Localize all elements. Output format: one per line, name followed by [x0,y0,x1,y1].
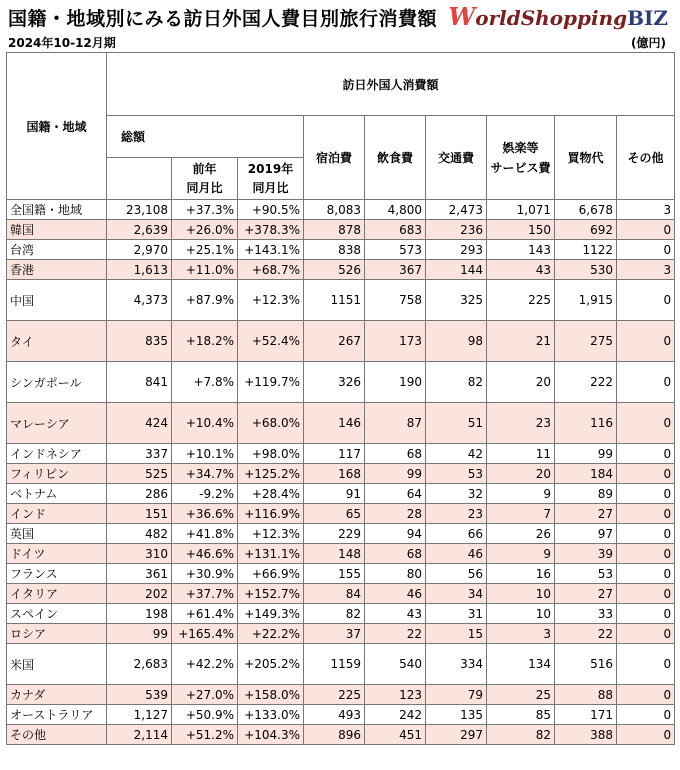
header-country: 国籍・地域 [7,53,107,200]
cell-lodging: 82 [304,604,365,624]
cell-food: 683 [365,220,426,240]
header-entertainment: 娯楽等 サービス費 [487,116,555,200]
cell-entertainment: 23 [487,403,555,444]
cell-entertainment: 10 [487,584,555,604]
header-total-spacer [107,158,172,200]
cell-food: 173 [365,321,426,362]
cell-food: 28 [365,504,426,524]
cell-entertainment: 21 [487,321,555,362]
table-row [7,624,675,644]
header-group: 訪日外国人消費額 [107,53,675,116]
table-row [7,504,675,524]
cell-entertainment: 20 [487,464,555,484]
cell-vs2019: +12.3% [238,280,304,321]
cell-vs2019: +133.0% [238,705,304,725]
table-row [7,464,675,484]
cell-food: 99 [365,464,426,484]
cell-total: 2,114 [107,725,172,745]
cell-total: 835 [107,321,172,362]
cell-other: 0 [617,240,675,260]
cell-other: 0 [617,584,675,604]
cell-country: ベトナム [7,484,107,504]
cell-yoy: +51.2% [172,725,238,745]
cell-shopping: 692 [555,220,617,240]
cell-yoy: +34.7% [172,464,238,484]
cell-shopping: 1122 [555,240,617,260]
cell-yoy: +41.8% [172,524,238,544]
cell-country: イタリア [7,584,107,604]
table-row [7,403,675,444]
cell-entertainment: 25 [487,685,555,705]
cell-yoy: +87.9% [172,280,238,321]
cell-country: 中国 [7,280,107,321]
cell-shopping: 39 [555,544,617,564]
cell-food: 22 [365,624,426,644]
cell-country: 全国籍・地域 [7,200,107,220]
cell-other: 0 [617,280,675,321]
table-row [7,240,675,260]
cell-country: ドイツ [7,544,107,564]
cell-country: 韓国 [7,220,107,240]
cell-shopping: 27 [555,504,617,524]
cell-food: 68 [365,544,426,564]
cell-total: 337 [107,444,172,464]
cell-shopping: 6,678 [555,200,617,220]
cell-shopping: 116 [555,403,617,444]
header-vs2019: 2019年 同月比 [238,158,304,200]
table-row [7,705,675,725]
cell-lodging: 8,083 [304,200,365,220]
cell-yoy: -9.2% [172,484,238,504]
cell-vs2019: +12.3% [238,524,304,544]
cell-transport: 334 [426,644,487,685]
cell-total: 310 [107,544,172,564]
cell-country: シンガポール [7,362,107,403]
cell-shopping: 27 [555,584,617,604]
table-row [7,260,675,280]
cell-shopping: 88 [555,685,617,705]
table-row [7,604,675,624]
cell-shopping: 22 [555,624,617,644]
cell-other: 0 [617,321,675,362]
cell-lodging: 84 [304,584,365,604]
cell-shopping: 184 [555,464,617,484]
cell-transport: 98 [426,321,487,362]
cell-yoy: +11.0% [172,260,238,280]
period-label: 2024年10-12月期 [8,36,116,50]
table-row [7,321,675,362]
header-lodging: 宿泊費 [304,116,365,200]
header-food: 飲食費 [365,116,426,200]
cell-vs2019: +119.7% [238,362,304,403]
cell-transport: 144 [426,260,487,280]
header-total: 総額 [107,116,304,158]
cell-entertainment: 7 [487,504,555,524]
cell-shopping: 33 [555,604,617,624]
cell-yoy: +10.1% [172,444,238,464]
cell-transport: 23 [426,504,487,524]
cell-food: 540 [365,644,426,685]
cell-lodging: 326 [304,362,365,403]
cell-vs2019: +68.7% [238,260,304,280]
cell-transport: 293 [426,240,487,260]
cell-other: 0 [617,624,675,644]
cell-country: 英国 [7,524,107,544]
cell-food: 758 [365,280,426,321]
table-row [7,584,675,604]
cell-entertainment: 10 [487,604,555,624]
cell-total: 482 [107,524,172,544]
cell-vs2019: +158.0% [238,685,304,705]
cell-shopping: 97 [555,524,617,544]
cell-total: 151 [107,504,172,524]
cell-lodging: 117 [304,444,365,464]
cell-lodging: 526 [304,260,365,280]
cell-transport: 82 [426,362,487,403]
cell-vs2019: +52.4% [238,321,304,362]
cell-entertainment: 20 [487,362,555,403]
cell-transport: 42 [426,444,487,464]
cell-transport: 135 [426,705,487,725]
cell-transport: 51 [426,403,487,444]
cell-shopping: 222 [555,362,617,403]
cell-transport: 46 [426,544,487,564]
cell-transport: 236 [426,220,487,240]
cell-transport: 297 [426,725,487,745]
cell-transport: 53 [426,464,487,484]
cell-country: マレーシア [7,403,107,444]
cell-total: 539 [107,685,172,705]
cell-lodging: 155 [304,564,365,584]
cell-transport: 31 [426,604,487,624]
cell-food: 367 [365,260,426,280]
cell-lodging: 37 [304,624,365,644]
cell-vs2019: +149.3% [238,604,304,624]
spending-table [6,52,675,745]
cell-yoy: +42.2% [172,644,238,685]
cell-vs2019: +205.2% [238,644,304,685]
cell-yoy: +26.0% [172,220,238,240]
cell-food: 68 [365,444,426,464]
cell-lodging: 493 [304,705,365,725]
cell-total: 202 [107,584,172,604]
cell-lodging: 267 [304,321,365,362]
cell-total: 424 [107,403,172,444]
cell-other: 0 [617,220,675,240]
cell-transport: 66 [426,524,487,544]
cell-yoy: +7.8% [172,362,238,403]
cell-lodging: 168 [304,464,365,484]
cell-vs2019: +116.9% [238,504,304,524]
cell-food: 190 [365,362,426,403]
cell-other: 0 [617,705,675,725]
cell-other: 3 [617,200,675,220]
cell-shopping: 275 [555,321,617,362]
page-title: 国籍・地域別にみる訪日外国人費目別旅行消費額 [8,8,438,30]
brand-logo: WorldShoppingBIZ [448,2,668,31]
cell-transport: 56 [426,564,487,584]
cell-vs2019: +98.0% [238,444,304,464]
cell-other: 0 [617,725,675,745]
cell-food: 4,800 [365,200,426,220]
cell-entertainment: 85 [487,705,555,725]
cell-total: 1,613 [107,260,172,280]
cell-vs2019: +66.9% [238,564,304,584]
cell-yoy: +37.7% [172,584,238,604]
cell-total: 286 [107,484,172,504]
cell-vs2019: +68.0% [238,403,304,444]
cell-yoy: +25.1% [172,240,238,260]
cell-lodging: 146 [304,403,365,444]
cell-other: 0 [617,564,675,584]
table-row [7,220,675,240]
cell-shopping: 99 [555,444,617,464]
cell-shopping: 171 [555,705,617,725]
cell-vs2019: +125.2% [238,464,304,484]
cell-entertainment: 3 [487,624,555,644]
cell-total: 2,639 [107,220,172,240]
cell-country: フィリピン [7,464,107,484]
cell-total: 2,683 [107,644,172,685]
cell-lodging: 91 [304,484,365,504]
cell-other: 0 [617,362,675,403]
cell-country: タイ [7,321,107,362]
cell-transport: 34 [426,584,487,604]
cell-entertainment: 134 [487,644,555,685]
cell-lodging: 878 [304,220,365,240]
cell-vs2019: +104.3% [238,725,304,745]
cell-yoy: +165.4% [172,624,238,644]
cell-vs2019: +28.4% [238,484,304,504]
cell-food: 451 [365,725,426,745]
cell-lodging: 838 [304,240,365,260]
cell-yoy: +37.3% [172,200,238,220]
cell-entertainment: 225 [487,280,555,321]
cell-food: 64 [365,484,426,504]
cell-country: カナダ [7,685,107,705]
cell-yoy: +30.9% [172,564,238,584]
table-row [7,444,675,464]
cell-country: 台湾 [7,240,107,260]
cell-country: インド [7,504,107,524]
cell-vs2019: +22.2% [238,624,304,644]
table-row [7,685,675,705]
cell-food: 87 [365,403,426,444]
cell-other: 0 [617,524,675,544]
cell-lodging: 1151 [304,280,365,321]
cell-vs2019: +378.3% [238,220,304,240]
cell-yoy: +10.4% [172,403,238,444]
header-shopping: 買物代 [555,116,617,200]
cell-food: 46 [365,584,426,604]
cell-lodging: 1159 [304,644,365,685]
cell-entertainment: 150 [487,220,555,240]
cell-total: 23,108 [107,200,172,220]
cell-total: 1,127 [107,705,172,725]
cell-yoy: +18.2% [172,321,238,362]
header-yoy: 前年 同月比 [172,158,238,200]
cell-shopping: 516 [555,644,617,685]
cell-lodging: 148 [304,544,365,564]
cell-country: フランス [7,564,107,584]
cell-total: 99 [107,624,172,644]
cell-country: ロシア [7,624,107,644]
cell-other: 0 [617,644,675,685]
unit-label: (億円) [631,36,666,50]
cell-lodging: 229 [304,524,365,544]
cell-other: 0 [617,484,675,504]
cell-shopping: 53 [555,564,617,584]
cell-country: その他 [7,725,107,745]
table-row [7,564,675,584]
table-row [7,524,675,544]
header-other: その他 [617,116,675,200]
cell-other: 0 [617,504,675,524]
cell-transport: 79 [426,685,487,705]
cell-transport: 15 [426,624,487,644]
cell-other: 0 [617,604,675,624]
table-row [7,280,675,321]
cell-other: 0 [617,464,675,484]
cell-yoy: +61.4% [172,604,238,624]
cell-vs2019: +152.7% [238,584,304,604]
cell-country: オーストラリア [7,705,107,725]
table-row [7,644,675,685]
cell-entertainment: 43 [487,260,555,280]
cell-entertainment: 1,071 [487,200,555,220]
cell-entertainment: 9 [487,544,555,564]
cell-lodging: 896 [304,725,365,745]
cell-food: 573 [365,240,426,260]
cell-other: 0 [617,685,675,705]
cell-lodging: 225 [304,685,365,705]
cell-other: 0 [617,544,675,564]
cell-yoy: +27.0% [172,685,238,705]
cell-yoy: +36.6% [172,504,238,524]
cell-entertainment: 16 [487,564,555,584]
cell-total: 2,970 [107,240,172,260]
table-row [7,544,675,564]
cell-entertainment: 82 [487,725,555,745]
cell-entertainment: 143 [487,240,555,260]
cell-country: スペイン [7,604,107,624]
cell-total: 841 [107,362,172,403]
table-row [7,200,675,220]
cell-transport: 325 [426,280,487,321]
table-row [7,484,675,504]
table-row [7,362,675,403]
header-transport: 交通費 [426,116,487,200]
cell-country: インドネシア [7,444,107,464]
cell-country: 米国 [7,644,107,685]
cell-shopping: 388 [555,725,617,745]
cell-entertainment: 9 [487,484,555,504]
cell-food: 123 [365,685,426,705]
cell-country: 香港 [7,260,107,280]
cell-food: 43 [365,604,426,624]
cell-entertainment: 26 [487,524,555,544]
cell-vs2019: +131.1% [238,544,304,564]
cell-vs2019: +143.1% [238,240,304,260]
cell-yoy: +50.9% [172,705,238,725]
cell-total: 198 [107,604,172,624]
cell-lodging: 65 [304,504,365,524]
cell-entertainment: 11 [487,444,555,464]
cell-shopping: 530 [555,260,617,280]
cell-total: 525 [107,464,172,484]
cell-vs2019: +90.5% [238,200,304,220]
cell-food: 242 [365,705,426,725]
cell-shopping: 89 [555,484,617,504]
cell-other: 0 [617,444,675,464]
cell-total: 361 [107,564,172,584]
cell-yoy: +46.6% [172,544,238,564]
cell-transport: 32 [426,484,487,504]
cell-shopping: 1,915 [555,280,617,321]
cell-transport: 2,473 [426,200,487,220]
table-row [7,725,675,745]
cell-other: 0 [617,403,675,444]
cell-food: 94 [365,524,426,544]
cell-total: 4,373 [107,280,172,321]
cell-food: 80 [365,564,426,584]
cell-other: 3 [617,260,675,280]
